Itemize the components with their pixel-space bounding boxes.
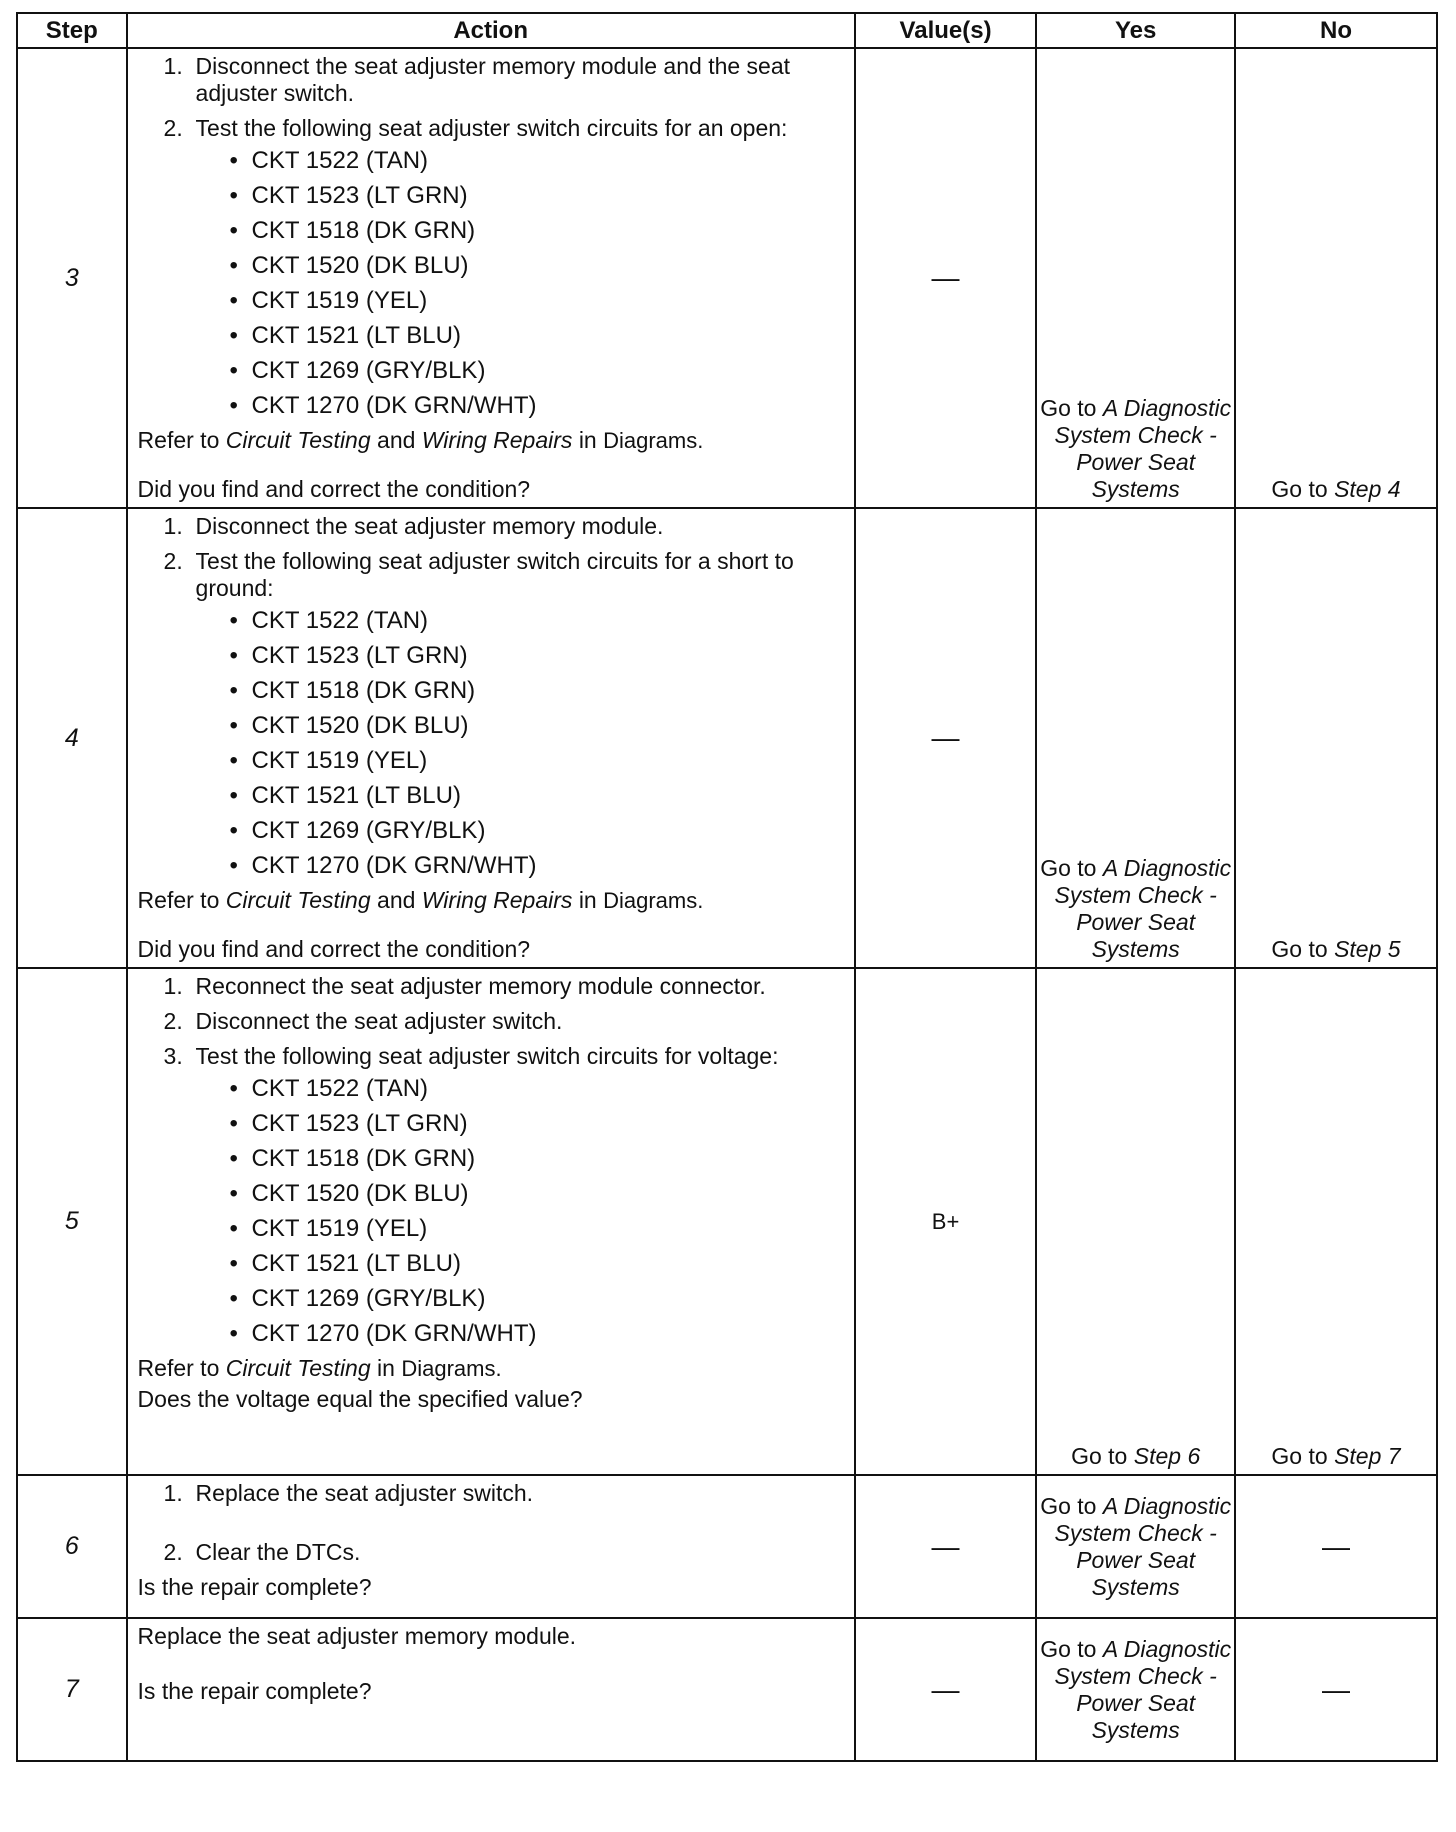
refer-note: Refer to Circuit Testing and Wiring Repairs in Diagrams. bbox=[137, 887, 704, 913]
circuit-item: • CKT 1522 (TAN) bbox=[228, 607, 846, 634]
action-step: 2. Test the following seat adjuster switch circuits for an open: • CKT 1522 (TAN) • CKT 1523 (LT GRN) • CKT 1518 (DK GRN) • CKT 1520 (DK BLU) • CKT 1519 (YEL) • CKT 1521 (LT BLU) • CKT 1269 (GRY/BLK) • CKT 1270 (DK GRN/WHT) bbox=[164, 115, 846, 419]
circuit-item: • CKT 1520 (DK BLU) bbox=[228, 712, 846, 739]
action-step: 1. Disconnect the seat adjuster memory module. bbox=[163, 513, 664, 539]
no-cell: — bbox=[1235, 1618, 1437, 1761]
action-steps bbox=[138, 1480, 846, 1566]
table-header-row bbox=[17, 13, 1437, 48]
no-cell: Go to Step 4 bbox=[1235, 48, 1437, 508]
value-cell: — bbox=[855, 48, 1037, 508]
header-step: Step bbox=[17, 13, 127, 48]
action-step: 2. Disconnect the seat adjuster switch. bbox=[163, 1008, 563, 1034]
no-cell: Go to Step 7 bbox=[1235, 968, 1437, 1475]
action-cell bbox=[127, 508, 855, 968]
action-steps bbox=[138, 53, 846, 419]
circuit-item: • CKT 1518 (DK GRN) bbox=[228, 217, 846, 244]
step-number: 3 bbox=[17, 48, 127, 508]
action-cell bbox=[127, 48, 855, 508]
yes-cell: Go to A Diagnostic System Check - Power Seat Systems bbox=[1036, 508, 1235, 968]
table-row-step-5 bbox=[17, 968, 1437, 1475]
action-question: Does the voltage equal the specified value? bbox=[137, 1386, 583, 1412]
circuit-list bbox=[196, 147, 846, 419]
table-row-step-4 bbox=[17, 508, 1437, 968]
circuit-item: • CKT 1269 (GRY/BLK) bbox=[228, 357, 846, 384]
value-cell: — bbox=[855, 1618, 1037, 1761]
circuit-item: • CKT 1523 (LT GRN) bbox=[228, 642, 846, 669]
action-question: Is the repair complete? bbox=[137, 1574, 372, 1600]
header-action: Action bbox=[127, 13, 855, 48]
step-number: 6 bbox=[17, 1475, 127, 1618]
action-text: Replace the seat adjuster memory module. bbox=[137, 1623, 577, 1649]
circuit-item: • CKT 1520 (DK BLU) bbox=[228, 1180, 846, 1207]
header-no: No bbox=[1235, 13, 1437, 48]
circuit-item: • CKT 1518 (DK GRN) bbox=[228, 1145, 846, 1172]
circuit-item: • CKT 1519 (YEL) bbox=[228, 747, 846, 774]
circuit-item: • CKT 1519 (YEL) bbox=[228, 287, 846, 314]
diagnostic-table bbox=[16, 12, 1438, 1762]
circuit-item: • CKT 1270 (DK GRN/WHT) bbox=[228, 852, 846, 879]
table-row-step-3 bbox=[17, 48, 1437, 508]
refer-note: Refer to Circuit Testing and Wiring Repairs in Diagrams. bbox=[137, 427, 704, 453]
circuit-item: • CKT 1521 (LT BLU) bbox=[228, 322, 846, 349]
circuit-list bbox=[196, 607, 846, 879]
circuit-item: • CKT 1270 (DK GRN/WHT) bbox=[228, 392, 846, 419]
action-question: Did you find and correct the condition? bbox=[137, 936, 531, 962]
value-cell: — bbox=[855, 508, 1037, 968]
header-yes: Yes bbox=[1036, 13, 1235, 48]
action-step: 3. Test the following seat adjuster switch circuits for voltage: • CKT 1522 (TAN) • CKT 1523 (LT GRN) • CKT 1518 (DK GRN) • CKT 1520 (DK BLU) • CKT 1519 (YEL) • CKT 1521 (LT BLU) • CKT 1269 (GRY/BLK) • CKT 1270 (DK GRN/WHT) bbox=[164, 1043, 846, 1347]
no-cell: Go to Step 5 bbox=[1235, 508, 1437, 968]
circuit-item: • CKT 1518 (DK GRN) bbox=[228, 677, 846, 704]
action-step: 1. Reconnect the seat adjuster memory module connector. bbox=[163, 973, 766, 999]
action-step: 1. Replace the seat adjuster switch. bbox=[163, 1480, 534, 1506]
action-step: 2. Clear the DTCs. bbox=[163, 1539, 361, 1565]
step-number: 5 bbox=[17, 968, 127, 1475]
circuit-item: • CKT 1269 (GRY/BLK) bbox=[228, 1285, 846, 1312]
circuit-item: • CKT 1519 (YEL) bbox=[228, 1215, 846, 1242]
step-number: 4 bbox=[17, 508, 127, 968]
yes-cell: Go to Step 6 bbox=[1036, 968, 1235, 1475]
action-cell bbox=[127, 1475, 855, 1618]
circuit-item: • CKT 1523 (LT GRN) bbox=[228, 182, 846, 209]
step-number: 7 bbox=[17, 1618, 127, 1761]
yes-cell: Go to A Diagnostic System Check - Power Seat Systems bbox=[1036, 1618, 1235, 1761]
circuit-list bbox=[196, 1075, 846, 1347]
action-cell bbox=[127, 968, 855, 1475]
circuit-item: • CKT 1522 (TAN) bbox=[228, 1075, 846, 1102]
action-cell bbox=[127, 1618, 855, 1761]
circuit-item: • CKT 1522 (TAN) bbox=[228, 147, 846, 174]
circuit-item: • CKT 1269 (GRY/BLK) bbox=[228, 817, 846, 844]
action-question: Is the repair complete? bbox=[137, 1678, 372, 1704]
value-cell: B+ bbox=[855, 968, 1037, 1475]
value-cell: — bbox=[855, 1475, 1037, 1618]
yes-cell: Go to A Diagnostic System Check - Power Seat Systems bbox=[1036, 48, 1235, 508]
circuit-item: • CKT 1270 (DK GRN/WHT) bbox=[228, 1320, 846, 1347]
yes-cell: Go to A Diagnostic System Check - Power Seat Systems bbox=[1036, 1475, 1235, 1618]
action-question: Did you find and correct the condition? bbox=[137, 476, 531, 502]
refer-note: Refer to Circuit Testing in Diagrams. bbox=[137, 1355, 502, 1381]
circuit-item: • CKT 1521 (LT BLU) bbox=[228, 782, 846, 809]
circuit-item: • CKT 1520 (DK BLU) bbox=[228, 252, 846, 279]
diagnostic-table-sheet bbox=[16, 12, 1438, 1762]
no-cell: — bbox=[1235, 1475, 1437, 1618]
action-step: 1. Disconnect the seat adjuster memory module and the seat adjuster switch. bbox=[163, 53, 791, 106]
table-row-step-6 bbox=[17, 1475, 1437, 1618]
circuit-item: • CKT 1523 (LT GRN) bbox=[228, 1110, 846, 1137]
header-values: Value(s) bbox=[855, 13, 1037, 48]
circuit-item: • CKT 1521 (LT BLU) bbox=[228, 1250, 846, 1277]
action-step: 2. Test the following seat adjuster switch circuits for a short to ground: • CKT 1522 (TAN) • CKT 1523 (LT GRN) • CKT 1518 (DK GRN) • CKT 1520 (DK BLU) • CKT 1519 (YEL) • CKT 1521 (LT BLU) • CKT 1269 (GRY/BLK) • CKT 1270 (DK GRN/WHT) bbox=[164, 548, 846, 879]
action-steps bbox=[138, 513, 846, 879]
action-steps bbox=[138, 973, 846, 1347]
table-row-step-7 bbox=[17, 1618, 1437, 1761]
